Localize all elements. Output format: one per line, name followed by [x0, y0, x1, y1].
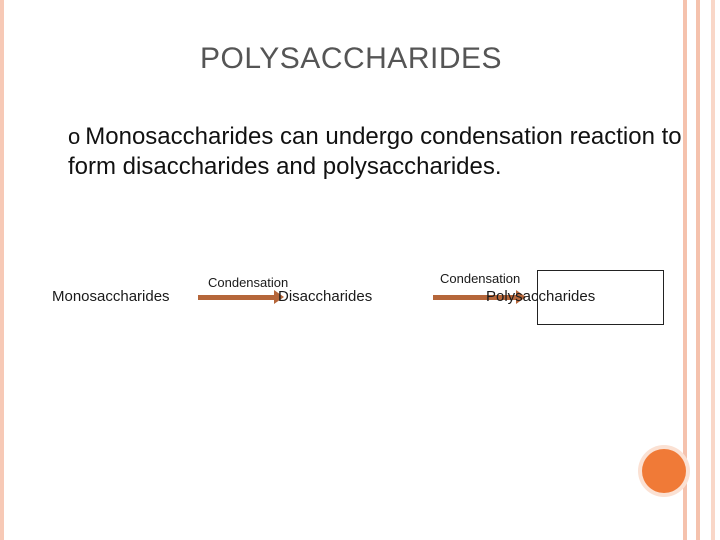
disaccharides-label: Disaccharides — [278, 288, 373, 305]
left-border-decoration — [0, 0, 4, 540]
decorative-circle — [642, 449, 686, 493]
right-border-line — [683, 0, 687, 540]
slide-title: POLYSACCHARIDES — [199, 42, 503, 75]
polysaccharides-label: Polysaccharides — [486, 288, 596, 305]
condensation-label-1: Condensation — [208, 275, 289, 290]
bullet-item — [68, 122, 688, 182]
bullet-text: Monosaccharides can undergo condensation reaction to form disaccharides and polysaccharides. — [68, 123, 682, 180]
right-border-line — [696, 0, 700, 540]
condensation-label-2: Condensation — [440, 271, 521, 286]
right-border-line — [711, 0, 715, 540]
reaction-arrow-1 — [198, 295, 276, 300]
monosaccharides-label: Monosaccharides — [52, 288, 170, 305]
bullet-marker: o — [68, 124, 81, 149]
